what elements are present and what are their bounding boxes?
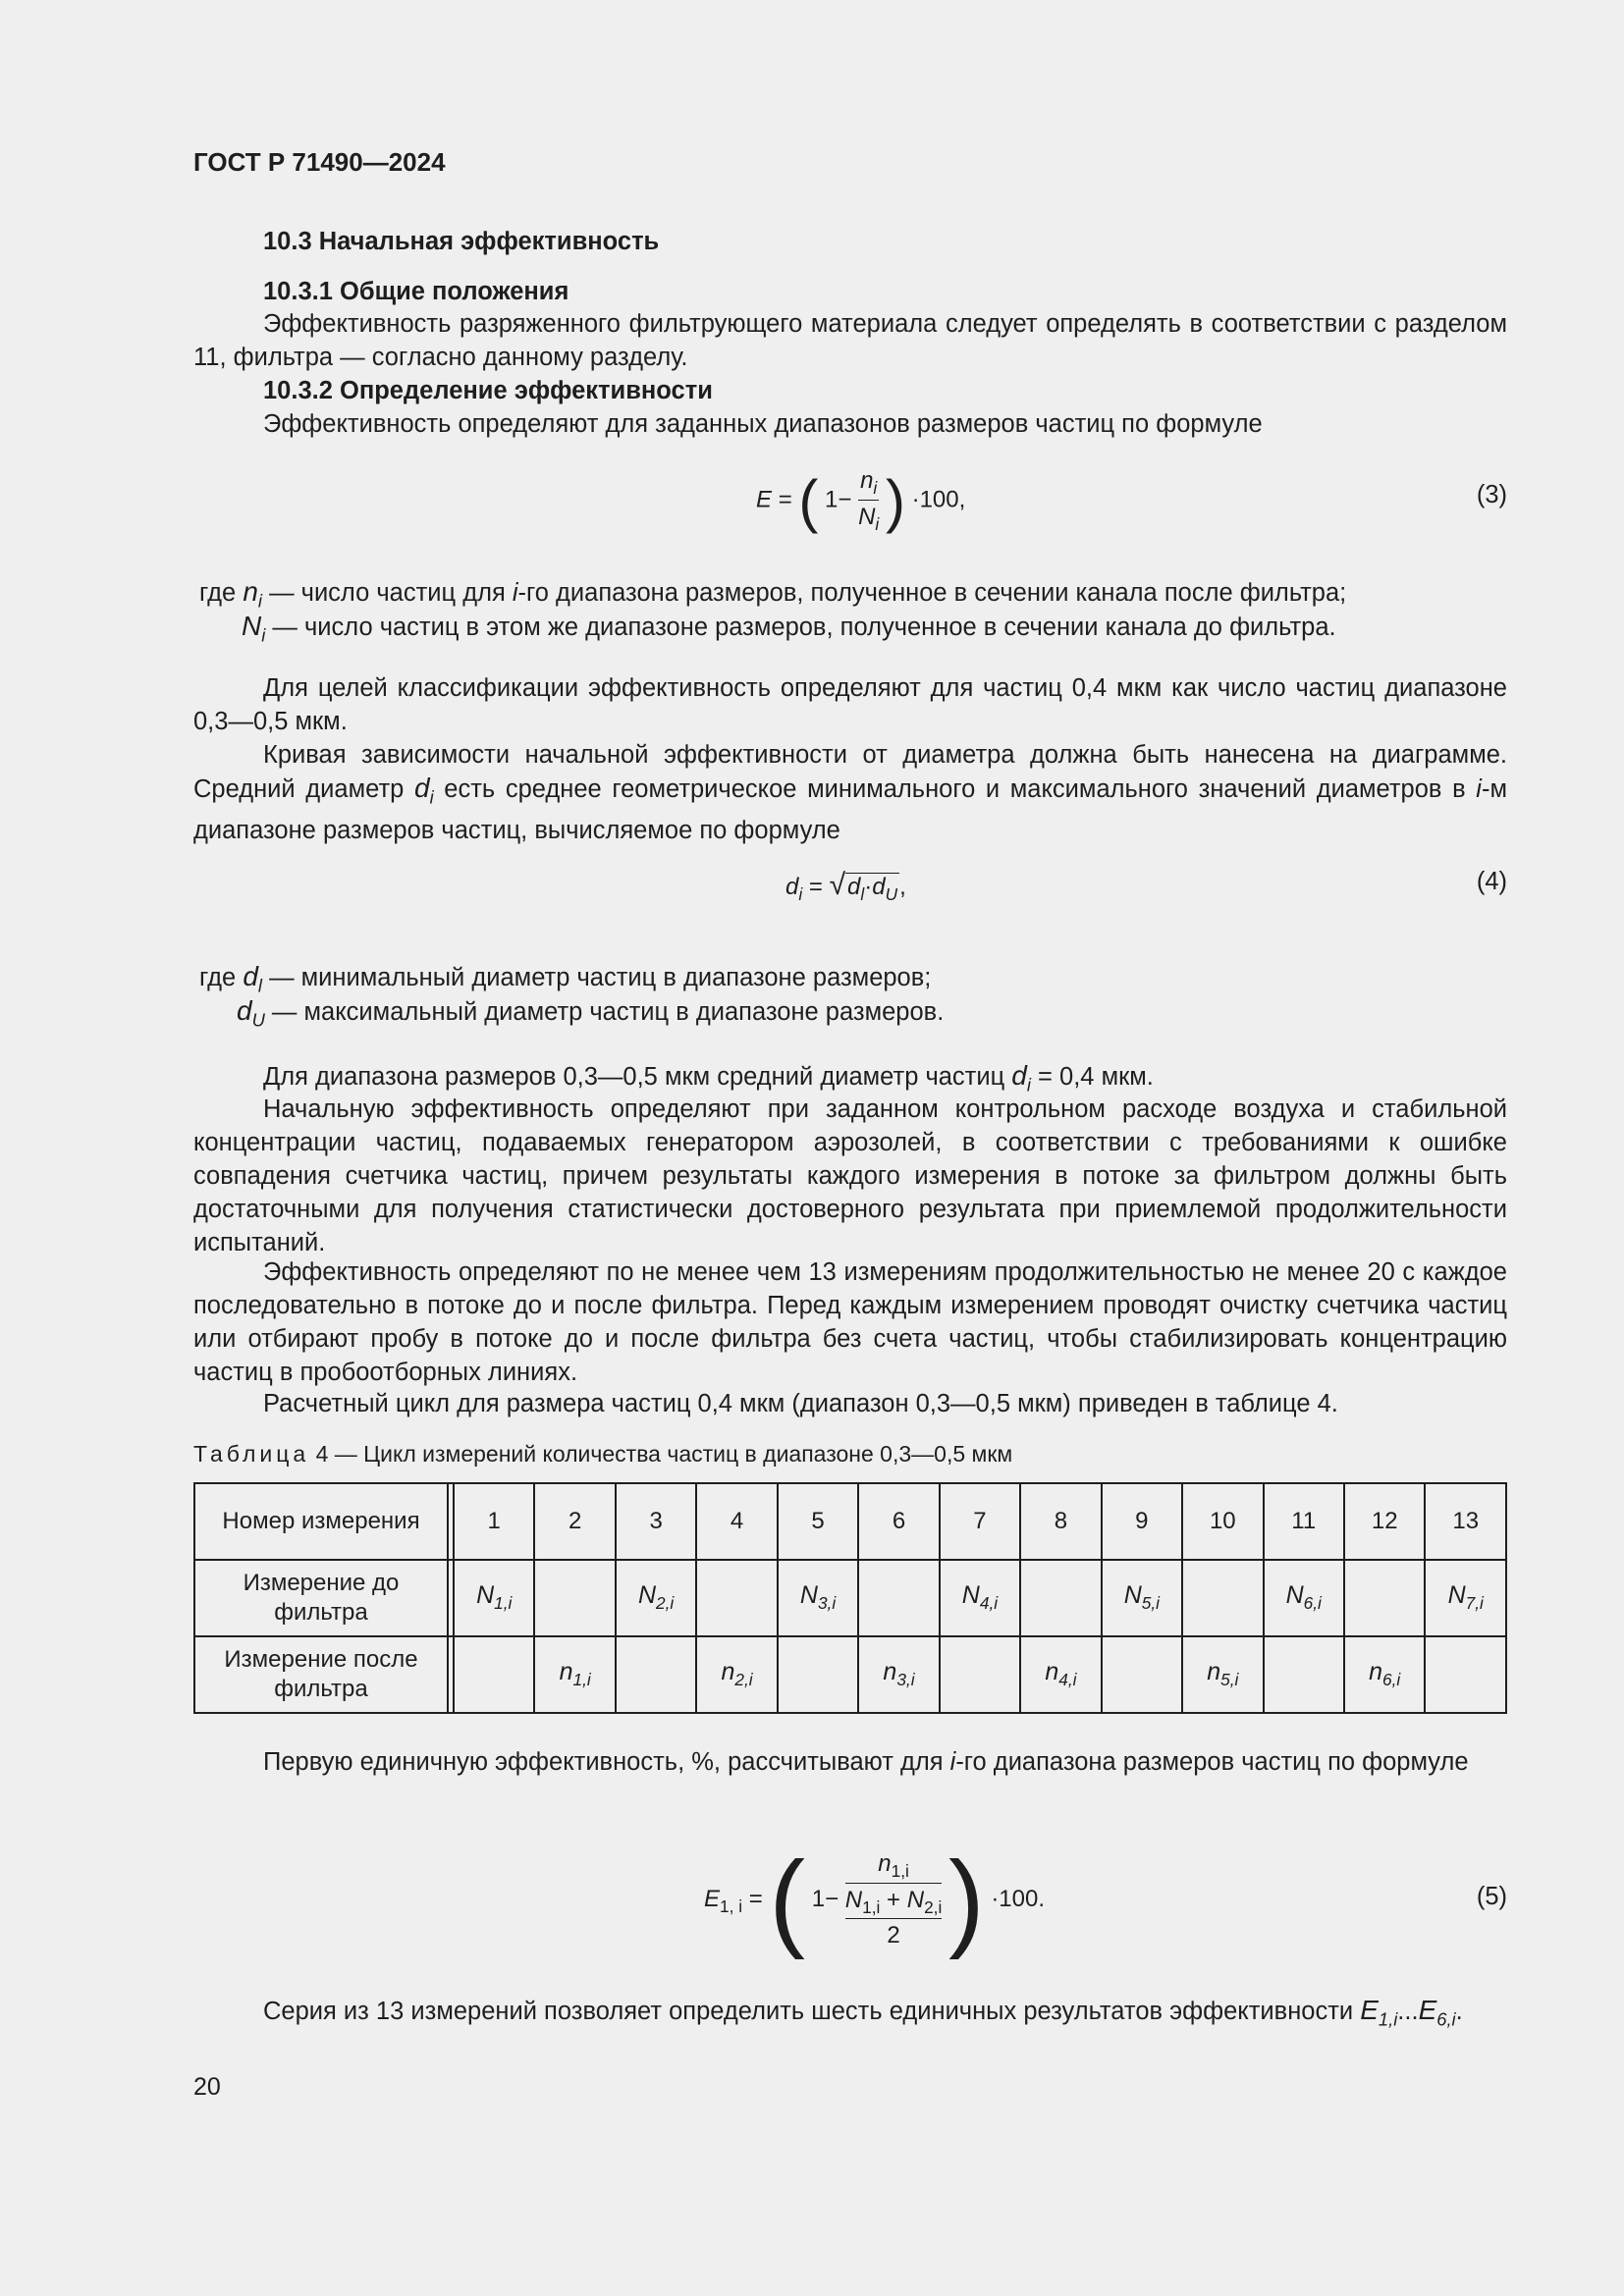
- table-cell: 7: [940, 1483, 1020, 1560]
- table-cell: [616, 1636, 696, 1713]
- formula-3-where-n: где $n_i$ — число частиц для i-го диапазона размеров, полученное в сечении канала после фильтра;: [199, 576, 1347, 612]
- paragraph-initial-efficiency: Начальную эффективность определяют при заданном контрольном расходе воздуха и стабильной концентрации частиц, подаваемых генератором аэрозолей, в соответствии с требованиями к ошибке совпадения счетчика частиц, причем результаты каждого измерения в потоке за фильтром должны быть достаточными для получения статистически достоверного результата при приемлемой продолжительности испытаний.: [193, 1095, 1507, 1256]
- formula-5-fraction: $\frac{n_{1,i}}{\frac{N_{1,i} + N_{2,i}}{2}}$: [844, 1849, 943, 1949]
- formula-3-fraction: $\frac{n_i}{N_i}$: [858, 467, 880, 534]
- table-cell: 5: [778, 1483, 858, 1560]
- table-cell: $N_{4,i}$: [940, 1560, 1020, 1636]
- table-cell: [778, 1636, 858, 1713]
- table-cell: $n_{3,i}$: [858, 1636, 939, 1713]
- table-cell: [1264, 1636, 1344, 1713]
- table-cell: $N_{3,i}$: [778, 1560, 858, 1636]
- table-cell: 9: [1102, 1483, 1182, 1560]
- table-cell: $n_{2,i}$: [696, 1636, 777, 1713]
- table-cell: $N_{1,i}$: [454, 1560, 534, 1636]
- table-cell: 8: [1020, 1483, 1101, 1560]
- table-row: [194, 1483, 1506, 1560]
- table-cell: [1102, 1636, 1182, 1713]
- page-number: 20: [193, 2073, 221, 2101]
- table-cell: 1: [454, 1483, 534, 1560]
- formula-3: E = ( 1− $\frac{n_i}{N_i}$ ) ·100,: [756, 467, 966, 534]
- paragraph-curve: Кривая зависимости начальной эффективности от диаметра должна быть нанесена на диаграмме. Средний диаметр $d_i$ есть среднее геометрическое минимального и максимального значений диаметров в i-м диапазоне размеров частиц, вычисляемое по формуле: [193, 741, 1507, 845]
- row-header: Измерение до фильтра: [194, 1560, 448, 1636]
- table-cell: 2: [534, 1483, 615, 1560]
- table-cell: $n_{1,i}$: [534, 1636, 615, 1713]
- table-cell: $n_{6,i}$: [1344, 1636, 1425, 1713]
- measurement-cycle-table: [193, 1482, 1507, 1714]
- subsection-1-text: Эффективность разряженного фильтрующего материала следует определять в соответствии с разделом 11, фильтра — согласно данному разделу.: [193, 310, 1507, 371]
- subsection-2-title: 10.3.2 Определение эффективности: [263, 377, 713, 404]
- table-cell: 6: [858, 1483, 939, 1560]
- table-cell: $N_{2,i}$: [616, 1560, 696, 1636]
- table-cell: $n_{5,i}$: [1182, 1636, 1263, 1713]
- table-row: [194, 1636, 1506, 1713]
- table-caption: Таблица 4 — Цикл измерений количества частиц в диапазоне 0,3—0,5 мкм: [193, 1441, 1013, 1467]
- paragraph-cycle: Расчетный цикл для размера частиц 0,4 мкм (диапазон 0,3—0,5 мкм) приведен в таблице 4.: [263, 1390, 1338, 1417]
- paragraph-series: Серия из 13 измерений позволяет определить шесть единичных результатов эффективности $E_{1,i}...E_{6,i}$.: [263, 1995, 1463, 2030]
- row-header: Измерение после фильтра: [194, 1636, 448, 1713]
- table-cell: [858, 1560, 939, 1636]
- section-title: 10.3 Начальная эффективность: [263, 228, 660, 255]
- table-cell: [1344, 1560, 1425, 1636]
- table-cell: 3: [616, 1483, 696, 1560]
- paragraph-mean-diameter: Для диапазона размеров 0,3—0,5 мкм средний диаметр частиц $d_i = 0,4$ мкм.: [263, 1060, 1154, 1095]
- table-cell: [1425, 1636, 1506, 1713]
- table-cell: [940, 1636, 1020, 1713]
- formula-5-number: (5): [1476, 1883, 1507, 1910]
- paragraph-first-efficiency: Первую единичную эффективность, %, рассчитывают для i-го диапазона размеров частиц по формуле: [263, 1748, 1469, 1776]
- formula-4-where-l: где $d_l$ — минимальный диаметр частиц в диапазоне размеров;: [199, 961, 932, 996]
- table-cell: [454, 1636, 534, 1713]
- table-row: [194, 1560, 1506, 1636]
- formula-3-number: (3): [1476, 481, 1507, 508]
- table-cell: $N_{5,i}$: [1102, 1560, 1182, 1636]
- document-code: ГОСТ Р 71490—2024: [193, 147, 446, 177]
- formula-4: $d_i = √d_l\cdot d_U$,: [785, 869, 906, 905]
- row-header: Номер измерения: [194, 1483, 448, 1560]
- table-cell: [696, 1560, 777, 1636]
- table-cell: 11: [1264, 1483, 1344, 1560]
- table-cell: $N_{6,i}$: [1264, 1560, 1344, 1636]
- table-cell: 12: [1344, 1483, 1425, 1560]
- formula-4-where-u: $d_U$ — максимальный диаметр частиц в диапазоне размеров.: [237, 995, 945, 1031]
- formula-3-where-N: $N_i$ — число частиц в этом же диапазоне размеров, полученное в сечении канала до фильтра.: [242, 611, 1336, 646]
- formula-4-number: (4): [1476, 868, 1507, 895]
- table-cell: 13: [1425, 1483, 1506, 1560]
- formula-5: $E_{1, i}$ = ( 1− $\frac{n_{1,i}}{\frac{N_{1,i} + N_{2,i}}{2}}$ ) ·100.: [704, 1840, 1046, 1960]
- table-cell: [534, 1560, 615, 1636]
- table-cell: [1020, 1560, 1101, 1636]
- subsection-2-intro: Эффективность определяют для заданных диапазонов размеров частиц по формуле: [263, 410, 1263, 438]
- subsection-1-title: 10.3.1 Общие положения: [263, 278, 569, 305]
- table-cell: 10: [1182, 1483, 1263, 1560]
- table-cell: [1182, 1560, 1263, 1636]
- sqrt-icon: √: [829, 869, 846, 901]
- table-cell: $N_{7,i}$: [1425, 1560, 1506, 1636]
- table-cell: 4: [696, 1483, 777, 1560]
- table-cell: $n_{4,i}$: [1020, 1636, 1101, 1713]
- paragraph-measurements: Эффективность определяют по не менее чем 13 измерениям продолжительностью не менее 20 с каждое последовательно в потоке до и после фильтра. Перед каждым измерением проводят очистку счетчика частиц или отбирают пробу в потоке до и после фильтра без счета частиц, чтобы стабилизировать концентрацию частиц в пробоотборных линиях.: [193, 1258, 1507, 1386]
- paragraph-classification: Для целей классификации эффективность определяют для частиц 0,4 мкм как число частиц диапазоне 0,3—0,5 мкм.: [193, 674, 1507, 735]
